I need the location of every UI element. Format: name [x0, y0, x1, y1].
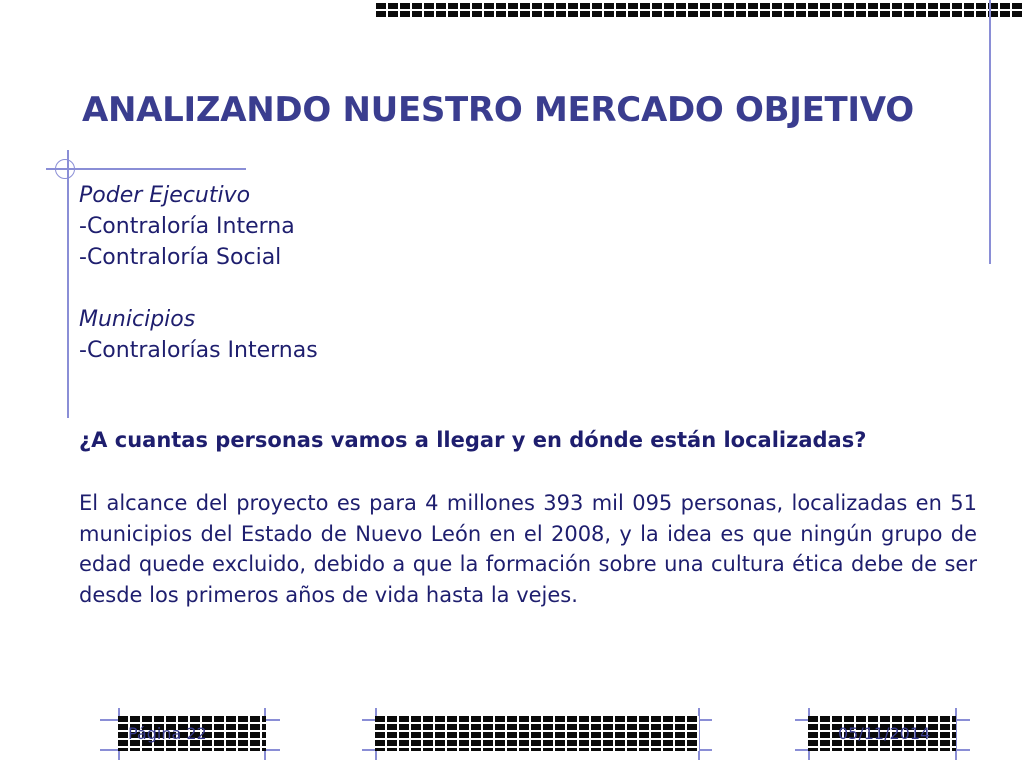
crosshair-circle-icon — [55, 159, 75, 179]
question-heading: ¿A cuantas personas vamos a llegar y en dónde están localizadas? — [79, 428, 867, 452]
footer-date: 05/11/2014 — [838, 724, 931, 743]
top-checker-strip — [376, 3, 1022, 19]
left-vertical-line — [67, 150, 69, 418]
section-heading-poder-ejecutivo: Poder Ejecutivo — [79, 183, 251, 208]
page-number: Página 22 — [128, 724, 207, 743]
list-item: -Contraloría Interna — [79, 214, 295, 239]
spacer — [79, 273, 679, 304]
scope-paragraph: El alcance del proyecto es para 4 millones 393 mil 095 personas, localizadas en 51 municipios del Estado de Nuevo León en el 2008, y la idea es que ningún grupo de edad quede excluido, debido a que la formación sobre una cultura ética debe de ser desde los primeros años de vida hasta la vejes. — [79, 491, 977, 607]
left-horizontal-line — [46, 168, 246, 170]
right-vertical-line — [989, 0, 991, 264]
slide-title: ANALIZANDO NUESTRO MERCADO OBJETIVO — [82, 90, 914, 130]
list-item: -Contraloría Social — [79, 245, 282, 270]
footer-mid-checker — [375, 716, 699, 751]
entities-list — [79, 180, 679, 366]
list-item: -Contralorías Internas — [79, 338, 318, 363]
section-heading-municipios: Municipios — [79, 307, 196, 332]
